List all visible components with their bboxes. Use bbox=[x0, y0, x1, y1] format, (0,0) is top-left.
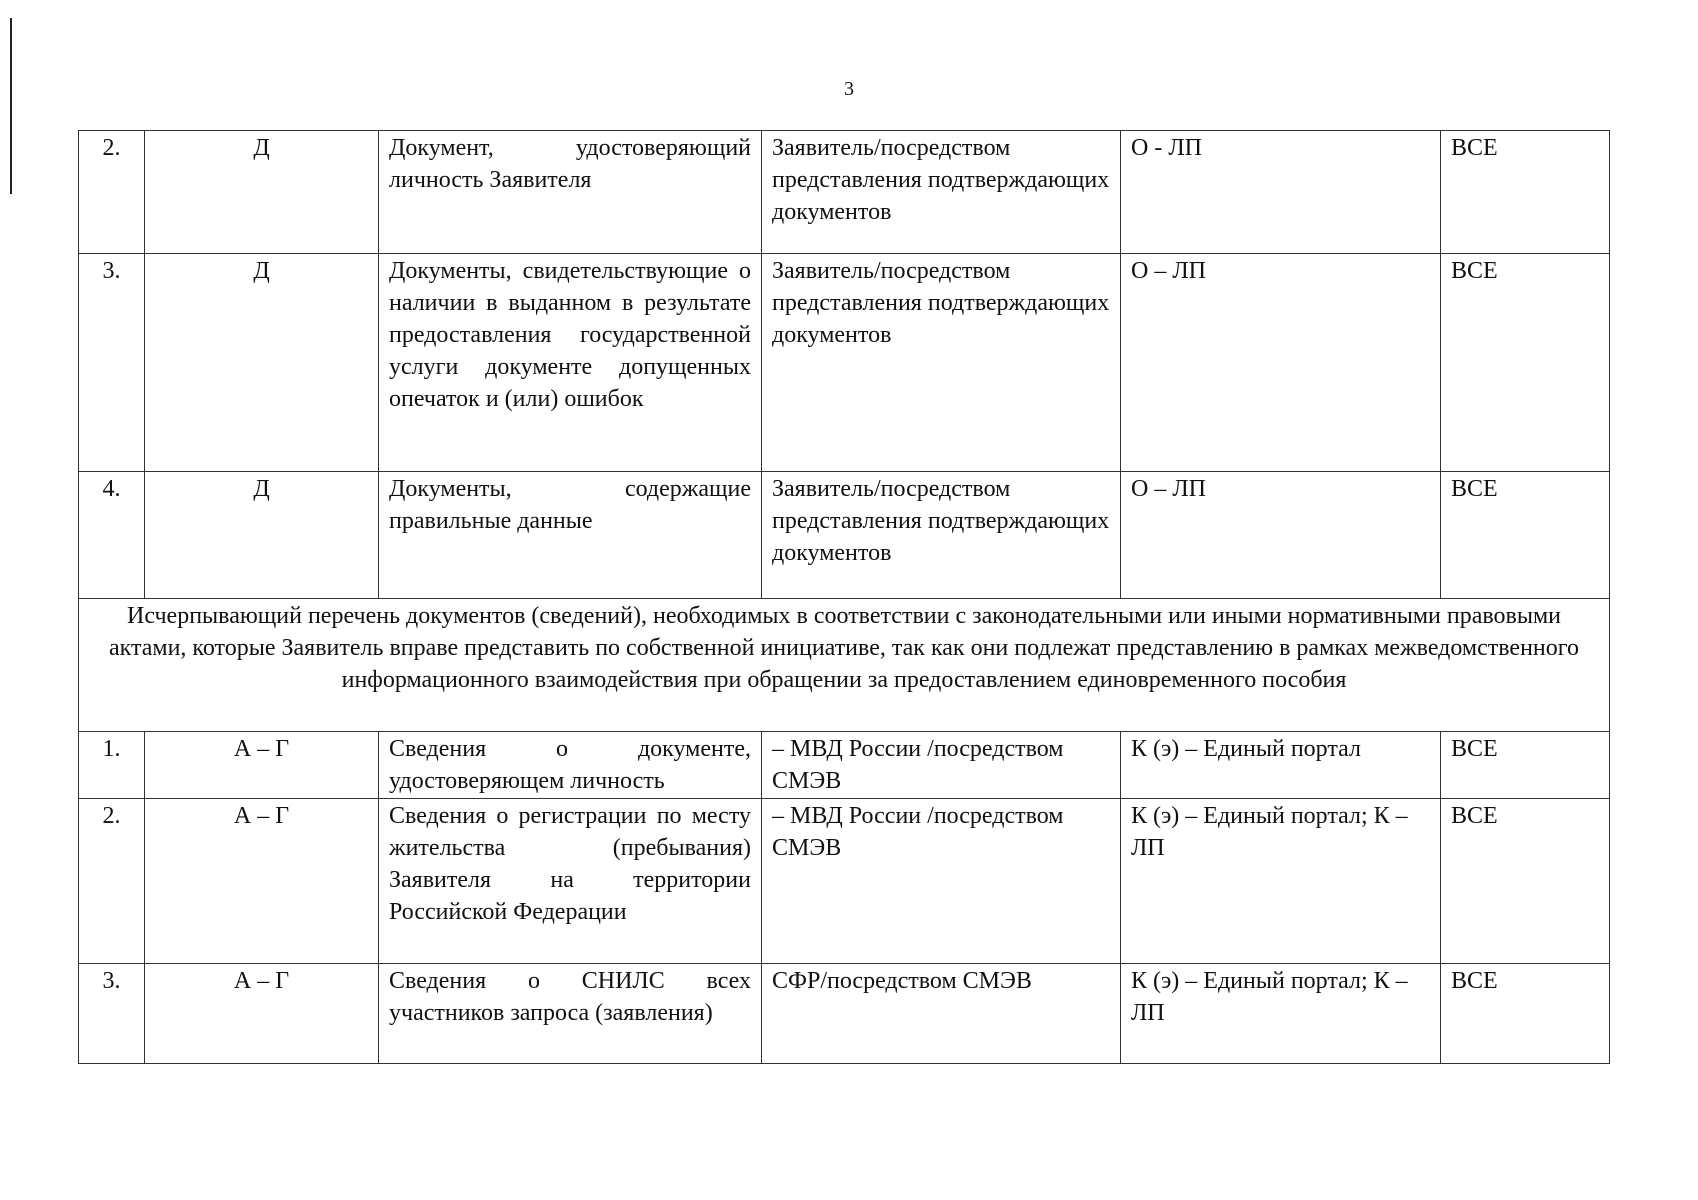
table-row bbox=[79, 964, 1610, 1064]
documents-table bbox=[78, 130, 1610, 1064]
row-number: 3. bbox=[79, 964, 145, 1064]
section-heading: Исчерпывающий перечень документов (сведений), необходимых в соответствии с законодательными или иными нормативными правовыми актами, которые Заявитель вправе представить по собственной инициативе, так как они подлежат представлению в рамках межведомственного информационного взаимодействия при обращении за предоставлением единовременного пособия bbox=[79, 599, 1610, 732]
applicability: ВСЕ bbox=[1441, 254, 1610, 472]
document-name: Документ, удостоверяющий личность Заявителя bbox=[379, 131, 762, 254]
submission-form: О - ЛП bbox=[1121, 131, 1441, 254]
table-row bbox=[79, 732, 1610, 799]
applicability: ВСЕ bbox=[1441, 131, 1610, 254]
document-category: Д bbox=[145, 254, 379, 472]
document-category: А – Г bbox=[145, 964, 379, 1064]
submission-form: О – ЛП bbox=[1121, 472, 1441, 599]
document-source: Заявитель/посредством представления подтверждающих документов bbox=[762, 131, 1121, 254]
document-category: А – Г bbox=[145, 732, 379, 799]
table-row bbox=[79, 799, 1610, 964]
row-number: 4. bbox=[79, 472, 145, 599]
document-category: Д bbox=[145, 472, 379, 599]
table-row bbox=[79, 131, 1610, 254]
document-source: СФР/посредством СМЭВ bbox=[762, 964, 1121, 1064]
margin-line bbox=[10, 18, 12, 194]
section-row bbox=[79, 599, 1610, 732]
document-source: Заявитель/посредством представления подтверждающих документов bbox=[762, 254, 1121, 472]
row-number: 2. bbox=[79, 131, 145, 254]
table-row bbox=[79, 472, 1610, 599]
document-source: – МВД России /посредством СМЭВ bbox=[762, 732, 1121, 799]
submission-form: К (э) – Единый портал; К – ЛП bbox=[1121, 964, 1441, 1064]
submission-form: О – ЛП bbox=[1121, 254, 1441, 472]
document-category: А – Г bbox=[145, 799, 379, 964]
document-source: – МВД России /посредством СМЭВ bbox=[762, 799, 1121, 964]
document-source: Заявитель/посредством представления подтверждающих документов bbox=[762, 472, 1121, 599]
row-number: 2. bbox=[79, 799, 145, 964]
document-name: Документы, содержащие правильные данные bbox=[379, 472, 762, 599]
document-name: Сведения о документе, удостоверяющем личность bbox=[379, 732, 762, 799]
document-category: Д bbox=[145, 131, 379, 254]
page-number: 3 bbox=[844, 78, 854, 100]
table-row bbox=[79, 254, 1610, 472]
submission-form: К (э) – Единый портал bbox=[1121, 732, 1441, 799]
applicability: ВСЕ bbox=[1441, 799, 1610, 964]
row-number: 3. bbox=[79, 254, 145, 472]
applicability: ВСЕ bbox=[1441, 732, 1610, 799]
document-name: Сведения о регистрации по месту жительства (пребывания) Заявителя на территории Российской Федерации bbox=[379, 799, 762, 964]
applicability: ВСЕ bbox=[1441, 472, 1610, 599]
row-number: 1. bbox=[79, 732, 145, 799]
document-name: Документы, свидетельствующие о наличии в выданном в результате предоставления государственной услуги документе допущенных опечаток и (или) ошибок bbox=[379, 254, 762, 472]
applicability: ВСЕ bbox=[1441, 964, 1610, 1064]
submission-form: К (э) – Единый портал; К – ЛП bbox=[1121, 799, 1441, 964]
document-name: Сведения о СНИЛС всех участников запроса (заявления) bbox=[379, 964, 762, 1064]
